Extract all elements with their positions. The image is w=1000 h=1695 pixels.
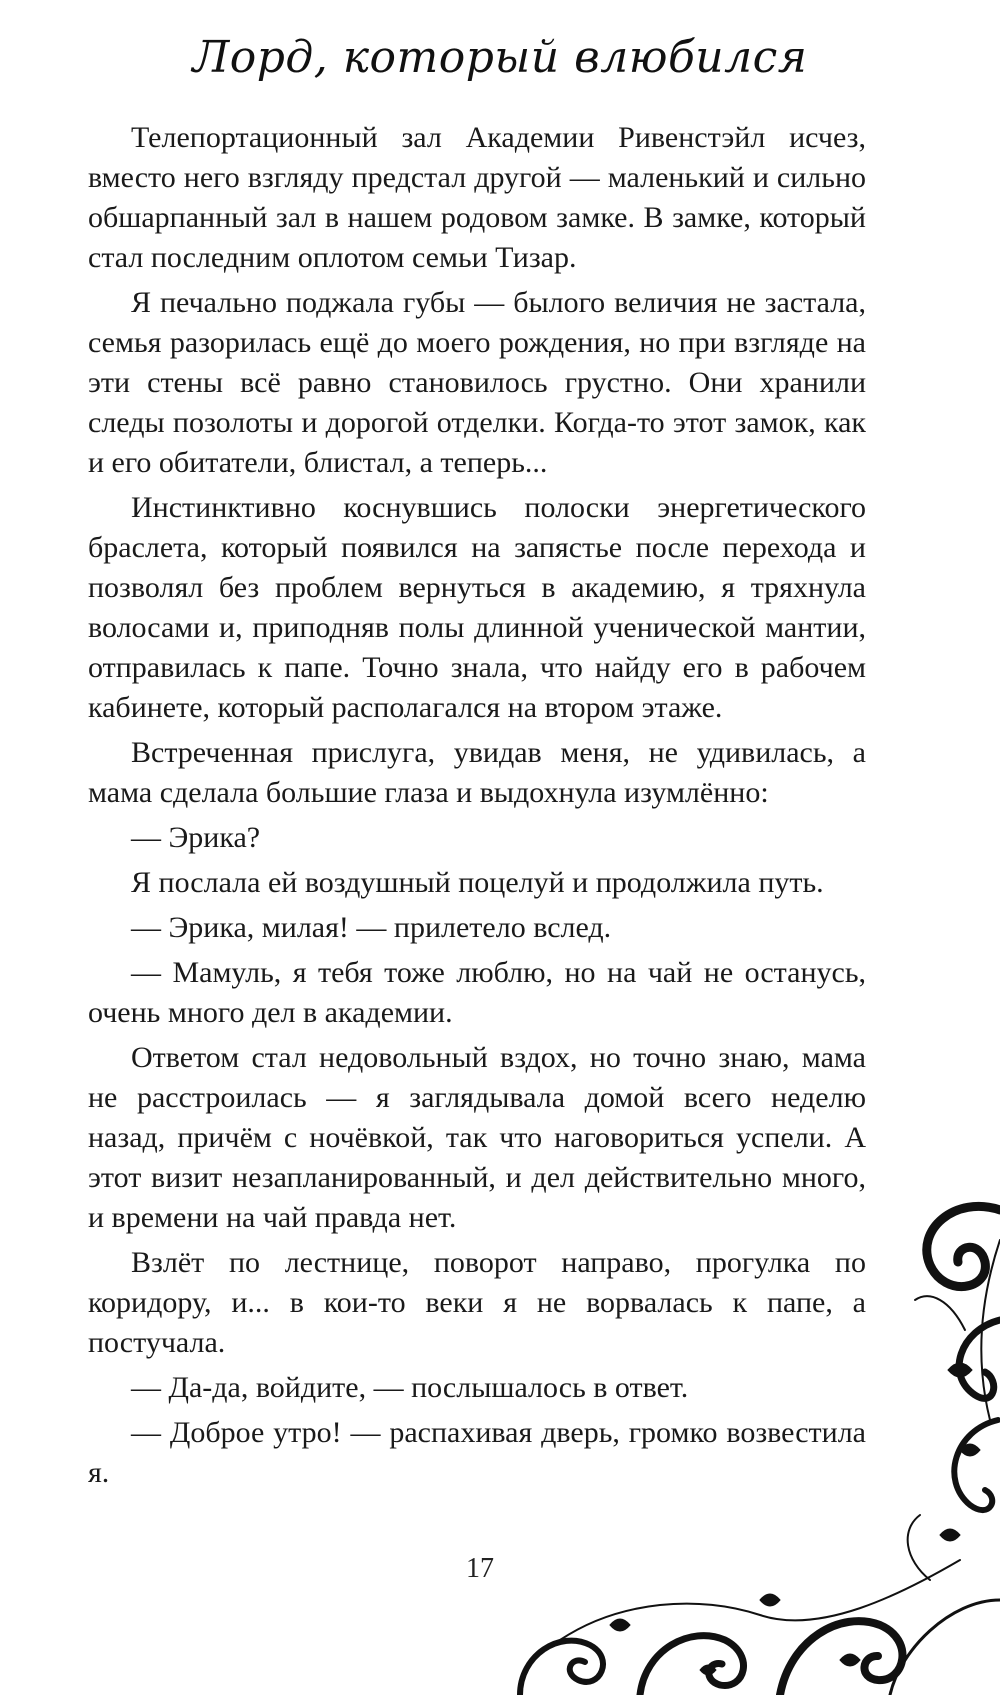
paragraph: — Да-да, войдите, — послышалось в ответ. (131, 1371, 689, 1404)
paragraph: Взлёт по лестнице, поворот направо, прогулка по коридору, и... в кои-то веки я не ворвалась к папе, а постучала. (88, 1246, 866, 1359)
paragraph: Встреченная прислуга, увидав меня, не удивилась, а мама сделала большие глаза и выдохнула изумлённо: (88, 736, 866, 809)
paragraph: — Доброе утро! — распахивая дверь, громко возвестила я. (88, 1416, 866, 1489)
paragraph: Я послала ей воздушный поцелуй и продолжила путь. (131, 866, 824, 899)
paragraph: Телепортационный зал Академии Ривенстэйл исчез, вместо него взгляду предстал другой — маленький и сильно обшарпанный зал в нашем родовом замке. В замке, который стал последним оплотом семьи Тизар. (88, 121, 866, 274)
page-number: 17 (466, 1553, 494, 1584)
paragraph: — Мамуль, я тебя тоже люблю, но на чай не останусь, очень много дел в академии. (88, 956, 866, 1029)
paragraph: — Эрика, милая! — прилетело вслед. (131, 911, 612, 944)
paragraph: Инстинктивно коснувшись полоски энергетического браслета, который появился на запястье после перехода и позволял без проблем вернуться в академию, я тряхнула волосами и, приподняв полы длинной ученической мантии, отправилась к папе. Точно знала, что найду его в рабочем кабинете, который располагался на втором этаже. (88, 491, 866, 724)
paragraph: Ответом стал недовольный вздох, но точно знаю, мама не расстроилась — я заглядывала домой всего неделю назад, причём с ночёвкой, так что наговориться успели. А этот визит незапланированный, и дел действительно много, и времени на чай правда нет. (88, 1041, 866, 1234)
paragraph: — Эрика? (131, 821, 261, 854)
page-title: Лорд, который влюбился (192, 32, 808, 83)
book-text (88, 118, 866, 1498)
paragraph: Я печально поджала губы — былого величия не застала, семья разорилась ещё до моего рождения, но при взгляде на эти стены всё равно становилось грустно. Они хранили следы позолоты и дорогой отделки. Когда-то этот замок, как и его обитатели, блистал, а теперь... (88, 286, 866, 479)
